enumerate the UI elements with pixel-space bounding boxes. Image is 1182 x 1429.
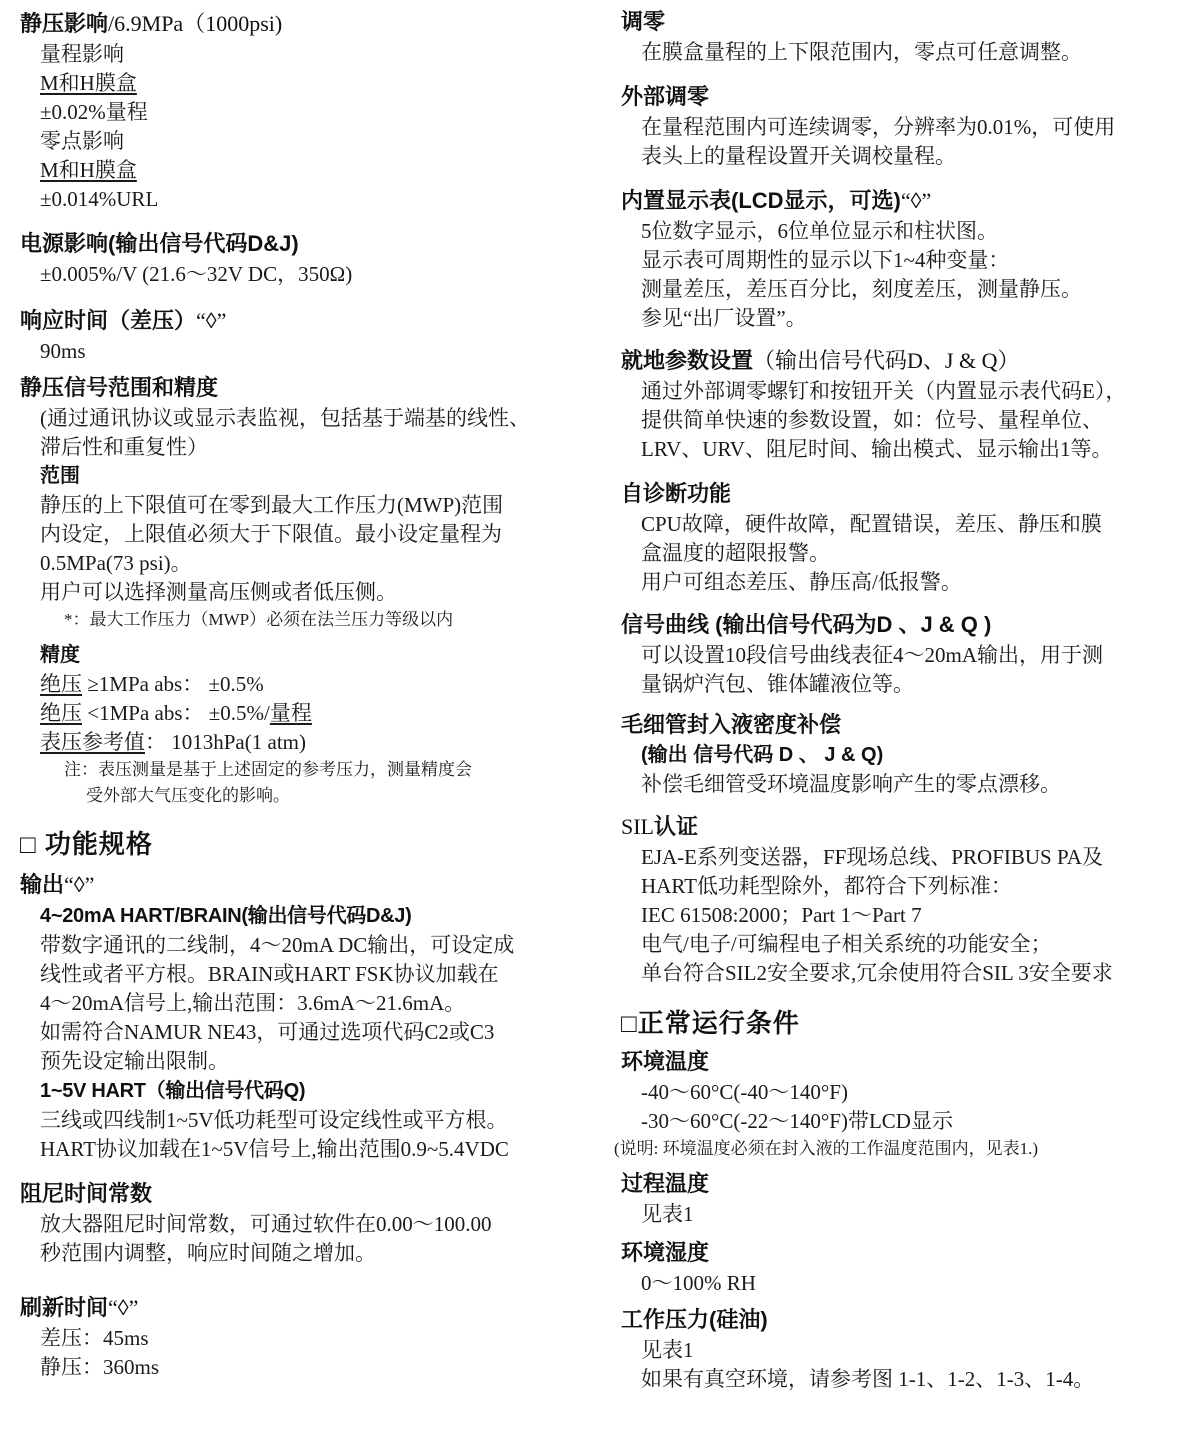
text-segment: 带数字通讯的二线制，4～20mA DC输出，可设定成: [40, 933, 515, 957]
spec-text-line: [20, 520, 612, 549]
spec-text-line: [596, 217, 1182, 246]
text-segment: 用户可组态差压、静压高/低报警。: [641, 570, 962, 594]
footnote-line: [20, 607, 612, 633]
text-segment: EJA-E系列变送器，FF现场总线、PROFIBUS PA及: [641, 845, 1103, 869]
spec-text-line: [20, 549, 612, 578]
spec-text-line: [20, 1047, 612, 1076]
spec-heading: [596, 1046, 1182, 1078]
text-segment: /6.9MPa（1000psi): [108, 11, 283, 36]
text-segment: 静压影响: [20, 11, 109, 36]
text-segment: 如果有真空环境，请参考图 1-1、1-2、1-3、1-4。: [641, 1367, 1095, 1391]
spec-heading: [596, 6, 1182, 38]
text-segment: M和H膜盒: [40, 158, 137, 182]
spec-text-line: [596, 539, 1182, 568]
spec-text-line: [596, 38, 1182, 67]
spec-heading: [596, 81, 1182, 113]
spacer: [596, 699, 1182, 709]
text-segment: 信号曲线 (输出信号代码为D 、J & Q ): [621, 612, 992, 637]
text-segment: 电源影响(输出信号代码D&J): [20, 231, 299, 256]
text-segment: 放大器阻尼时间常数，可通过软件在0.00～100.00: [40, 1212, 492, 1236]
text-segment: 提供简单快速的参数设置，如：位号、量程单位、: [641, 408, 1103, 432]
text-segment: 在膜盒量程的上下限范围内，零点可任意调整。: [641, 40, 1082, 64]
text-segment: -30～60°C(-22～140°F)带LCD显示: [641, 1109, 953, 1133]
text-segment: 环境温度: [621, 1049, 710, 1074]
spec-heading: [20, 1178, 612, 1210]
spec-text-line: [20, 433, 612, 462]
spec-heading: [596, 709, 1182, 741]
spec-heading: [20, 372, 612, 404]
spec-subheading: [20, 641, 612, 670]
spec-heading: [596, 1304, 1182, 1336]
spec-text-line: [20, 1018, 612, 1047]
text-segment: 静压：360ms: [40, 1355, 160, 1379]
text-segment: ≥1MPa abs： ±0.5%: [82, 672, 264, 696]
spacer: [20, 633, 612, 641]
text-segment: 认证: [654, 814, 699, 839]
text-segment: M和H膜盒: [40, 71, 137, 95]
text-segment: 响应时间（差压）: [20, 308, 197, 333]
spacer: [596, 333, 1182, 345]
text-segment: 受外部大气压变化的影响。: [86, 786, 290, 805]
spec-text-line: [596, 901, 1182, 930]
text-segment: 显示表可周期性的显示以下1~4种变量：: [641, 248, 1010, 272]
spec-text-line: [20, 156, 612, 185]
text-segment: IEC 61508:2000；Part 1～Part 7: [641, 903, 922, 927]
text-segment: (输出 信号代码 D 、 J & Q): [641, 744, 884, 766]
spec-text-line: [596, 930, 1182, 959]
text-segment: 盒温度的超限报警。: [641, 541, 830, 565]
text-segment: 1~5V HART（输出信号代码Q): [40, 1080, 306, 1102]
spec-text-line: [20, 127, 612, 156]
text-segment: 见表1: [641, 1338, 694, 1362]
spec-heading: [20, 305, 612, 337]
spec-text-line: [20, 1353, 612, 1382]
text-segment: *：最大工作压力（MWP）必须在法兰压力等级以内: [64, 610, 454, 629]
spec-text-line: [20, 185, 612, 214]
text-segment: 4～20mA信号上,输出范围：3.6mA～21.6mA。: [40, 991, 466, 1015]
text-segment: （输出信号代码D、J & Q）: [753, 348, 1020, 373]
spec-subheading: [20, 462, 612, 491]
text-segment: 环境湿度: [621, 1240, 710, 1265]
text-segment: ： 1013hPa(1 atm): [145, 730, 306, 754]
text-segment: ±0.014%URL: [40, 187, 159, 211]
spec-text-line: [596, 113, 1182, 142]
text-segment: 绝压: [40, 672, 82, 696]
section-title: [596, 1004, 1182, 1042]
spec-text-line: [20, 699, 612, 728]
text-segment: 单台符合SIL2安全要求,冗余使用符合SIL 3安全要求: [641, 961, 1113, 985]
spec-heading: [20, 869, 612, 901]
spec-text-line: [20, 1106, 612, 1135]
right-column: [596, 6, 1182, 1429]
spacer: [596, 67, 1182, 81]
spec-text-line: [20, 728, 612, 757]
spec-heading: [20, 1292, 612, 1324]
spec-text-line: [596, 568, 1182, 597]
spec-text-line: [596, 770, 1182, 799]
spec-heading: [596, 478, 1182, 510]
text-segment: □正常运行条件: [621, 1008, 800, 1038]
spec-text-line: [596, 304, 1182, 333]
text-segment: 用户可以选择测量高压侧或者低压侧。: [40, 580, 397, 604]
text-segment: 电气/电子/可编程电子相关系统的功能安全；: [641, 932, 1052, 956]
footnote-line: [20, 783, 612, 809]
text-segment: 线性或者平方根。BRAIN或HART FSK协议加载在: [40, 962, 499, 986]
text-segment: 静压信号范围和精度: [20, 375, 219, 400]
text-segment: (通过通讯协议或显示表监视，包括基于端基的线性、: [40, 406, 530, 430]
spacer: [596, 464, 1182, 478]
spec-heading: [20, 8, 612, 40]
text-segment: 量程: [269, 701, 312, 725]
text-segment: SIL: [621, 814, 654, 839]
spacer: [596, 1229, 1182, 1237]
text-segment: 补偿毛细管受环境温度影响产生的零点漂移。: [641, 772, 1061, 796]
spec-text-line: [20, 98, 612, 127]
spec-text-line: [596, 1365, 1182, 1394]
text-segment: □ 功能规格: [20, 829, 153, 859]
text-segment: 精度: [40, 644, 80, 666]
spec-text-line: [20, 960, 612, 989]
signal-type-subheading: [20, 901, 612, 931]
spacer: [20, 214, 612, 228]
text-segment: <1MPa abs： ±0.5%/: [82, 701, 270, 725]
spec-text-line: [596, 246, 1182, 275]
spec-text-line: [596, 406, 1182, 435]
text-segment: 90ms: [40, 339, 86, 363]
text-segment: 注：表压测量是基于上述固定的参考压力，测量精度会: [64, 760, 472, 779]
spacer: [596, 799, 1182, 811]
spec-text-line: [596, 641, 1182, 670]
text-segment: 内置显示表(LCD显示，可选): [621, 188, 901, 213]
signal-type-subheading: [20, 1076, 612, 1106]
spacer: [20, 1268, 612, 1292]
spec-text-line: [596, 670, 1182, 699]
spec-text-line: [20, 670, 612, 699]
text-segment: 预先设定输出限制。: [40, 1049, 229, 1073]
spec-text-line: [20, 404, 612, 433]
spec-text-line: [596, 510, 1182, 539]
text-segment: 量程影响: [40, 42, 124, 66]
text-segment: 0～100% RH: [641, 1271, 756, 1295]
text-segment: 就地参数设置: [621, 348, 754, 373]
spec-text-line: [20, 69, 612, 98]
text-segment: 5位数字显示，6位单位显示和柱状图。: [641, 219, 998, 243]
text-segment: “◊”: [108, 1295, 139, 1320]
text-segment: 零点影响: [40, 129, 124, 153]
spec-heading: [596, 345, 1182, 377]
spec-heading: [596, 1237, 1182, 1269]
text-segment: 毛细管封入液密度补偿: [621, 712, 842, 737]
text-segment: 阻尼时间常数: [20, 1181, 153, 1206]
spacer: [596, 597, 1182, 609]
spec-text-line: [20, 40, 612, 69]
spec-text-line: [596, 1269, 1182, 1298]
spec-text-line: [20, 1135, 612, 1164]
text-segment: “◊”: [64, 872, 95, 897]
text-segment: ±0.02%量程: [40, 100, 148, 124]
text-segment: 通过外部调零螺钉和按钮开关（内置显示表代码E），: [641, 379, 1127, 403]
spec-text-line: [596, 435, 1182, 464]
text-segment: 滞后性和重复性）: [40, 435, 208, 459]
text-segment: HART低功耗型除外，都符合下列标准：: [641, 874, 1012, 898]
footnote-line: [20, 757, 612, 783]
text-segment: 见表1: [641, 1202, 694, 1226]
spec-text-line: [20, 260, 612, 289]
text-segment: 绝压: [40, 701, 82, 725]
text-segment: 调零: [621, 9, 666, 34]
text-segment: 量锅炉汽包、锥体罐液位等。: [641, 672, 914, 696]
spec-heading: [596, 609, 1182, 641]
text-segment: “◊”: [900, 188, 932, 213]
spec-text-line: [20, 337, 612, 366]
spec-text-line: [20, 931, 612, 960]
spec-heading: [596, 1168, 1182, 1200]
text-segment: 刷新时间: [20, 1295, 109, 1320]
text-segment: 工作压力(硅油): [621, 1307, 768, 1332]
spec-text-line: [20, 989, 612, 1018]
text-segment: 表头上的量程设置开关调校量程。: [641, 144, 956, 168]
text-segment: 三线或四线制1~5V低功耗型可设定线性或平方根。: [40, 1108, 508, 1132]
text-segment: 测量差压，差压百分比，刻度差压，测量静压。: [641, 277, 1082, 301]
spec-text-line: [596, 142, 1182, 171]
text-segment: 过程温度: [621, 1171, 710, 1196]
text-segment: 4~20mA HART/BRAIN(输出信号代码D&J): [40, 905, 412, 927]
text-segment: -40～60°C(-40～140°F): [641, 1080, 848, 1104]
left-column: [20, 8, 612, 1429]
spacer: [20, 289, 612, 305]
text-segment: (说明: 环境温度必须在封入液的工作温度范围内，见表1.): [614, 1139, 1039, 1158]
text-segment: 秒范围内调整，响应时间随之增加。: [40, 1241, 376, 1265]
spec-text-line: [596, 959, 1182, 988]
spec-text-line: [596, 1336, 1182, 1365]
spacer: [20, 809, 612, 825]
spec-text-line: [20, 1239, 612, 1268]
spacer: [20, 1164, 612, 1178]
spec-text-line: [596, 1078, 1182, 1107]
text-segment: CPU故障，硬件故障，配置错误，差压、静压和膜: [641, 512, 1102, 536]
text-segment: 可以设置10段信号曲线表征4～20mA输出，用于测: [641, 643, 1103, 667]
spec-text-line: [596, 843, 1182, 872]
spacer: [596, 988, 1182, 1004]
spec-heading: [596, 811, 1182, 843]
spec-text-line: [20, 491, 612, 520]
spec-text-line: [596, 872, 1182, 901]
spec-text-line: [20, 578, 612, 607]
text-segment: 参见“出厂设置”。: [641, 306, 807, 330]
text-segment: 0.5MPa(73 psi)。: [40, 551, 192, 575]
text-segment: ±0.005%/V (21.6～32V DC，350Ω): [40, 262, 353, 286]
text-segment: 内设定，上限值必须大于下限值。最小设定量程为: [40, 522, 502, 546]
spec-heading: [20, 228, 612, 260]
text-segment: LRV、URV、阻尼时间、输出模式、显示输出1等。: [641, 437, 1113, 461]
text-segment: 输出: [20, 872, 65, 897]
text-segment: “◊”: [196, 308, 227, 333]
text-segment: 在量程范围内可连续调零，分辨率为0.01%，可使用: [641, 115, 1116, 139]
text-segment: 差压：45ms: [40, 1326, 149, 1350]
text-segment: HART协议加载在1~5V信号上,输出范围0.9~5.4VDC: [40, 1137, 509, 1161]
text-segment: 如需符合NAMUR NE43，可通过选项代码C2或C3: [40, 1020, 495, 1044]
spacer: [596, 171, 1182, 185]
section-title: [20, 825, 612, 863]
text-segment: 范围: [40, 465, 80, 487]
spec-text-line: [596, 1200, 1182, 1229]
text-segment: 自诊断功能: [621, 481, 732, 506]
text-segment: 表压参考值: [40, 730, 145, 754]
spec-text-line: [596, 1107, 1182, 1136]
spec-text-line: [596, 275, 1182, 304]
spec-heading: [596, 185, 1182, 217]
text-segment: 静压的上下限值可在零到最大工作压力(MWP)范围: [40, 493, 504, 517]
text-segment: 外部调零: [621, 84, 710, 109]
spec-text-line: [20, 1210, 612, 1239]
spec-subheading: [596, 741, 1182, 770]
spec-text-line: [20, 1324, 612, 1353]
spec-text-line: [596, 377, 1182, 406]
footnote-line: [596, 1136, 1182, 1162]
